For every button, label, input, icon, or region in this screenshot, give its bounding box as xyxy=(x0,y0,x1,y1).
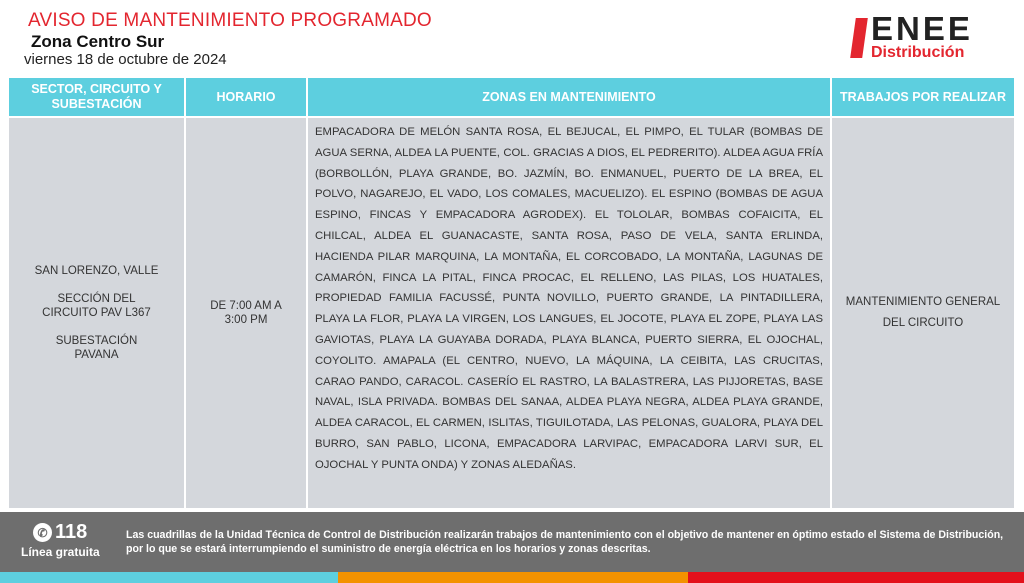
header-work: TRABAJOS POR REALIZAR xyxy=(832,78,1014,118)
table-row xyxy=(9,118,1014,508)
stripe-cyan xyxy=(0,572,338,583)
phone-label: Línea gratuita xyxy=(21,545,100,559)
zone-name: Zona Centro Sur xyxy=(31,32,165,51)
enee-logo xyxy=(853,10,998,64)
header-schedule: HORARIO xyxy=(186,78,306,118)
phone-value: 118 xyxy=(55,521,88,543)
footer-text: Las cuadrillas de la Unidad Técnica de Control de Distribución realizarán trabajos de mantenimiento con el objetivo de mantener en óptimo estado el Sistema de Distribución, por lo que se estará interrumpiendo el suministro de energía eléctrica en los horarios y zonas descritas. xyxy=(126,529,1004,555)
maintenance-table xyxy=(7,78,1016,508)
stripe-red xyxy=(688,572,1024,583)
work: MANTENIMIENTO GENERAL DEL CIRCUITO xyxy=(845,296,1001,329)
circuit: SECCIÓN DEL CIRCUITO PAV L367 xyxy=(42,293,151,319)
schedule: DE 7:00 AM A 3:00 PM xyxy=(210,300,282,326)
footer xyxy=(0,512,1024,572)
stripe-orange xyxy=(338,572,688,583)
header-zones: ZONAS EN MANTENIMIENTO xyxy=(308,78,830,118)
work-cell xyxy=(832,118,1014,508)
sector-cell xyxy=(9,118,184,508)
schedule-cell xyxy=(186,118,306,508)
logo-mark-icon xyxy=(850,18,868,58)
substation: SUBESTACIÓN PAVANA xyxy=(55,335,138,361)
notice-date: viernes 18 de octubre de 2024 xyxy=(24,51,227,68)
sector: SAN LORENZO, VALLE xyxy=(34,265,159,277)
zones-cell: EMPACADORA DE MELÓN SANTA ROSA, EL BEJUCAL, EL PIMPO, EL TULAR (BOMBAS DE AGUA SERNA, ALDEA LA PUENTE, COL. GRACIAS A DIOS, EL PEDRERITO). ALDEA AGUA FRÍA (BORBOLLÓN, PLAYA GRANDE, BO. JAZMÍN, BO. ENMANUEL, PUERTO DE LA BREA, EL POLVO, NAGAREJO, EL VADO, LOS COMALES, MACUELIZO). EL ESPINO (BOMBAS DE AGUA ESPINO, FINCAS Y EMPACADORA AGRODEX). EL TOLOLAR, BOMBAS COFAICITA, EL CHILCAL, ALDEA EL GUANACASTE, SANTA ROSA, PASO DE VELA, SANTA ERLINDA, HACIENDA PILAR MARQUINA, LA MONTAÑA, EL CORCOBADO, LA MONTAÑA, LAGUNAS DE CAMARÓN, FINCA LA PITAL, FINCA PROCAC, EL RELLENO, LAS PILAS, LOS HUATALES, PROPIEDAD FAMILIA FACUSSÉ, PUNTA NOVILLO, PUERTO GRANDE, LA PINTADILLERA, PLAYA LA FLOR, PLAYA LA VIRGEN, LOS LANGUES, EL JOCOTE, PLAYA EL ZOPE, PLAYA LAS GAVIOTAS, PLAYA LA GUAYABA DORADA, PLAYA BLANCA, PUERTO SIERRA, EL OJOCHAL, COYOLITO. AMAPALA (EL CENTRO, NUEVO, LA MÁQUINA, LA CEIBITA, LAS CRUCITAS, CARAO PANDO, CARACOL. CASERÍO EL RASTRO, LA BALASTRERA, LAS PIJJORETAS, BASE NAVAL, ISLA PRIVADA. BOMBAS DEL SANAA, ALDEA PLAYA NEGRA, ALDEA PLAYA GRANDE, ALDEA CARACOL, EL CARMEN, ISLITAS, TIGUILOTADA, LAS PELONAS, GUALORA, PLAYA DEL BURRO, SAN PABLO, LICONA, EMPACADORA LARVIPAC, EMPACADORA LARVI SUR, EL OJOCHAL Y PUNTA ONDA) Y ZONAS ALEDAÑAS. xyxy=(308,118,830,508)
phone-icon: ✆ xyxy=(33,523,52,542)
notice-title: AVISO DE MANTENIMIENTO PROGRAMADO xyxy=(28,10,432,31)
header-sector: SECTOR, CIRCUITO Y SUBESTACIÓN xyxy=(9,78,184,118)
phone-number xyxy=(33,521,87,544)
logo-sub: Distribución xyxy=(871,44,965,61)
logo-brand: ENEE xyxy=(871,10,973,47)
